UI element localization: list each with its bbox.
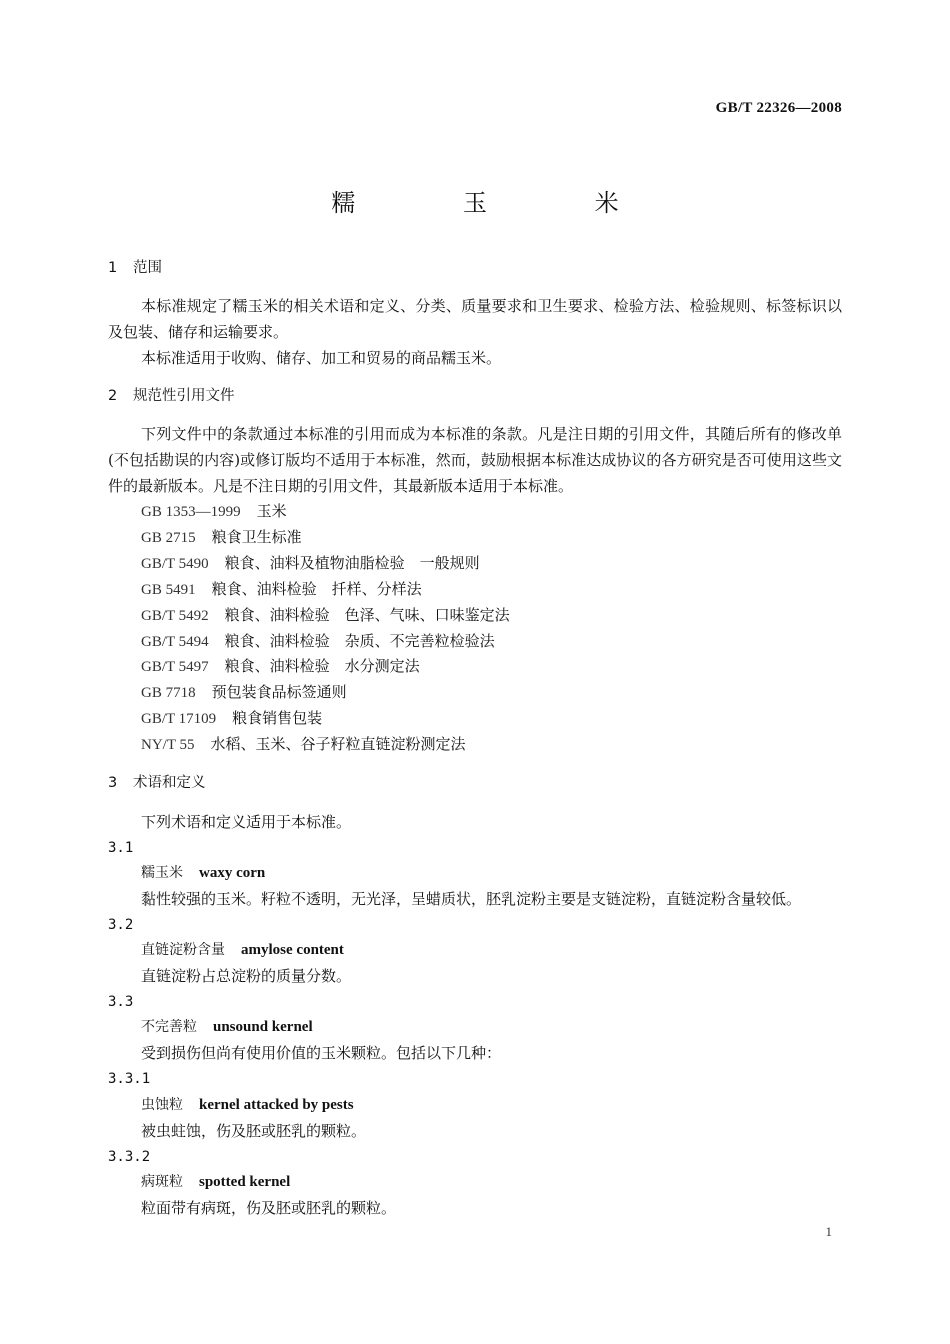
term-en: kernel attacked by pests <box>199 1097 354 1113</box>
term-en: spotted kernel <box>199 1174 291 1190</box>
term-zh: 直链淀粉含量 <box>141 942 225 958</box>
term-en: amylose content <box>241 942 344 958</box>
scope-paragraph-2: 本标准适用于收购、储存、加工和贸易的商品糯玉米。 <box>141 349 502 367</box>
term-definition: 被虫蛀蚀，伤及胚或胚乳的颗粒。 <box>141 1122 367 1140</box>
reference-item <box>141 656 420 677</box>
section-title: 范围 <box>133 260 162 276</box>
term-heading <box>141 863 265 883</box>
reference-title: 粮食销售包装 <box>232 709 323 727</box>
term-en: unsound kernel <box>213 1019 313 1035</box>
normative-references-paragraph: 下列文件中的条款通过本标准的引用而成为本标准的条款。凡是注日期的引用文件，其随后所有的修改单(不包括勘误的内容)或修订版均不适用于本标准，然而，鼓励根据本标准达成协议的各方研究是否可使用这些文件的最新版本。凡是不注日期的引用文件，其最新版本适用于本标准。 <box>108 425 842 495</box>
section-number: 3 <box>108 775 118 791</box>
term-definition: 直链淀粉占总淀粉的质量分数。 <box>141 967 352 985</box>
document-title: 糯 玉 米 <box>331 189 669 217</box>
term-zh: 糯玉米 <box>141 865 183 881</box>
term-number: 3.3.1 <box>108 1071 151 1087</box>
term-number: 3.2 <box>108 917 134 933</box>
term-zh: 虫蚀粒 <box>141 1097 183 1113</box>
page-number: 1 <box>825 1224 832 1239</box>
reference-code: GB 5491 <box>141 582 196 598</box>
reference-item <box>141 553 480 574</box>
reference-item <box>141 734 466 755</box>
reference-title: 玉米 <box>256 502 287 520</box>
section-3-heading <box>108 773 206 793</box>
term-number: 3.1 <box>108 840 134 856</box>
reference-item <box>141 708 322 729</box>
term-heading <box>141 1172 290 1192</box>
reference-code: NY/T 55 <box>141 737 195 753</box>
reference-title: 粮食、油料检验 杂质、不完善粒检验法 <box>224 632 495 650</box>
reference-code: GB/T 5490 <box>141 556 209 572</box>
section-number: 1 <box>108 260 118 276</box>
scope-paragraph-1: 本标准规定了糯玉米的相关术语和定义、分类、质量要求和卫生要求、检验方法、检验规则、标签标识以及包装、储存和运输要求。 <box>108 297 842 341</box>
section-number: 2 <box>108 388 118 404</box>
term-number: 3.3 <box>108 994 134 1010</box>
term-en: waxy corn <box>199 865 266 881</box>
reference-code: GB/T 5494 <box>141 634 209 650</box>
reference-title: 粮食、油料检验 色泽、气味、口味鉴定法 <box>224 606 510 624</box>
reference-code: GB 2715 <box>141 530 196 546</box>
section-2-heading <box>108 386 235 406</box>
section-title: 规范性引用文件 <box>133 388 235 404</box>
term-definition: 黏性较强的玉米。籽粒不透明，无光泽，呈蜡质状，胚乳淀粉主要是支链淀粉，直链淀粉含量较低。 <box>141 890 802 908</box>
reference-item <box>141 501 287 522</box>
reference-item <box>141 605 510 626</box>
reference-item <box>141 527 302 548</box>
reference-title: 粮食、油料检验 水分测定法 <box>224 657 420 675</box>
reference-code: GB/T 17109 <box>141 711 217 727</box>
reference-code: GB/T 5492 <box>141 608 209 624</box>
reference-code: GB/T 5497 <box>141 659 209 675</box>
reference-item <box>141 579 422 600</box>
reference-title: 粮食卫生标准 <box>211 528 302 546</box>
term-heading <box>141 1017 313 1037</box>
reference-code: GB 1353—1999 <box>141 504 241 520</box>
term-definition: 受到损伤但尚有使用价值的玉米颗粒。包括以下几种： <box>141 1044 502 1062</box>
reference-title: 粮食、油料及植物油脂检验 一般规则 <box>224 554 480 572</box>
reference-item <box>141 631 495 652</box>
reference-item <box>141 682 347 703</box>
standard-code: GB/T 22326—2008 <box>715 100 842 116</box>
reference-title: 预包装食品标签通则 <box>211 683 347 701</box>
reference-title: 粮食、油料检验 扦样、分样法 <box>211 580 422 598</box>
term-heading <box>141 940 344 960</box>
section-1-heading <box>108 258 162 278</box>
section-title: 术语和定义 <box>133 775 206 791</box>
term-zh: 病斑粒 <box>141 1174 183 1190</box>
reference-code: GB 7718 <box>141 685 196 701</box>
term-definition: 粒面带有病斑，伤及胚或胚乳的颗粒。 <box>141 1199 397 1217</box>
terms-intro: 下列术语和定义适用于本标准。 <box>141 813 352 831</box>
term-number: 3.3.2 <box>108 1149 151 1165</box>
term-heading <box>141 1095 354 1115</box>
reference-title: 水稻、玉米、谷子籽粒直链淀粉测定法 <box>210 735 466 753</box>
term-zh: 不完善粒 <box>141 1019 197 1035</box>
